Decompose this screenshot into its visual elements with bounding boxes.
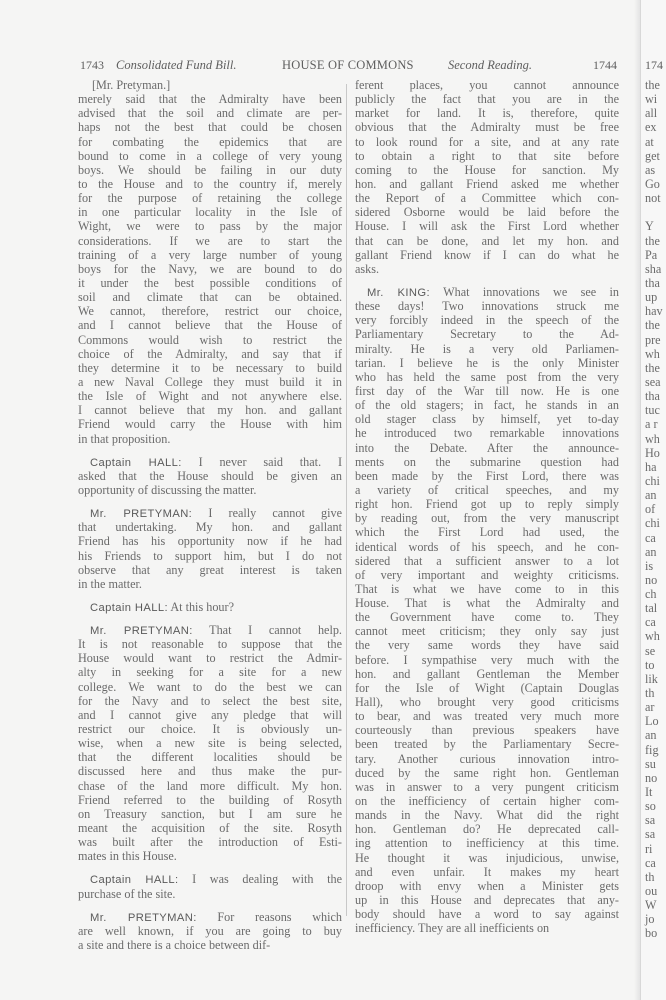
speech-text: I was dealing with the xyxy=(178,872,342,887)
text-line: to bear, and was treated very much more xyxy=(355,709,619,724)
speaker-name: Mr. PRETYMAN: xyxy=(90,625,193,638)
paragraph-gap xyxy=(355,276,619,285)
adjacent-text-fragment: It xyxy=(645,785,653,800)
page-number-left: 1743 xyxy=(80,58,104,72)
text-line: obvious that the Admiralty must be free xyxy=(355,120,619,135)
text-line: opportunity of discussing the matter. xyxy=(78,482,257,497)
text-line: duced by the same right hon. Gentleman xyxy=(355,765,619,780)
text-line: he introduced two remarkable innovations xyxy=(355,426,619,441)
paragraph-gap xyxy=(78,901,342,910)
text-line: by reading out, from the very manuscript xyxy=(355,511,619,526)
adjacent-text-fragment: tuc xyxy=(645,403,660,418)
speech-paragraph xyxy=(78,910,342,952)
text-line: into the Debate. After the announce- xyxy=(355,440,619,455)
text-line xyxy=(78,872,342,886)
text-line xyxy=(78,506,342,520)
text-line: the Government have come to. They xyxy=(355,610,619,625)
text-line: ing attention to inefficiency at this time. xyxy=(355,836,619,851)
text-line: body should have a word to say against xyxy=(355,907,619,922)
text-line: inefficiency. They are all inefficients on xyxy=(355,921,550,936)
speech-paragraph xyxy=(78,872,342,900)
text-line: publicly the fact that you are in the xyxy=(355,92,619,107)
page-header xyxy=(80,58,617,76)
text-line: asked that the House should be given an xyxy=(78,468,342,483)
text-line: hon. and gallant Gentleman the Member xyxy=(355,666,619,681)
adjacent-text-fragment: th xyxy=(645,869,655,884)
text-line: restrict our choice. It is obviously un- xyxy=(78,722,342,737)
adjacent-text-fragment: ha xyxy=(645,459,657,474)
text-line: Friend referred to the building of Rosyth xyxy=(78,792,342,807)
speech-text: I really cannot give xyxy=(192,506,342,521)
adjacent-text-fragment: so xyxy=(645,799,656,814)
text-line: He thought it was injudicious, unwise, xyxy=(355,850,619,865)
house-heading: HOUSE OF COMMONS xyxy=(282,58,414,72)
speech-text: What innovations we see in xyxy=(430,284,619,299)
speaker-name: Captain HALL: xyxy=(90,601,168,614)
speech-text: That I cannot help. xyxy=(192,623,342,638)
adjacent-text-fragment xyxy=(645,205,663,219)
text-line: boys for the Navy, we are bound to do xyxy=(78,261,342,276)
adjacent-text-fragment: is xyxy=(645,558,654,573)
adjacent-text-fragment: se xyxy=(645,643,656,658)
text-line: That is what we have come to in this xyxy=(355,581,619,596)
speech-paragraph xyxy=(78,600,342,614)
adjacent-text-fragment: a r xyxy=(645,417,658,432)
text-line: which the First Lord had used, the xyxy=(355,525,619,540)
adjacent-text-fragment: pre xyxy=(645,332,661,347)
paragraph-gap xyxy=(78,591,342,600)
speaker-name: Mr. KING: xyxy=(367,286,430,299)
adjacent-text-fragment: all xyxy=(645,106,658,121)
adjacent-text-fragment: no xyxy=(645,770,658,785)
adjacent-text-fragment: jo xyxy=(645,912,655,927)
text-line: and even unfair. It makes my heart xyxy=(355,864,619,879)
adjacent-text-fragment: the xyxy=(645,233,660,248)
text-line: tary. Another curious innovation intro- xyxy=(355,751,619,766)
text-line: cannot meet criticism; they only say just xyxy=(355,624,619,639)
adjacent-text-fragment: the xyxy=(645,360,660,375)
adjacent-text-fragment: an xyxy=(645,728,657,743)
text-line: for the Navy and to select the best site, xyxy=(78,693,342,708)
text-line: in the matter. xyxy=(78,576,142,591)
text-line: advised that the soil and climate are per- xyxy=(78,106,342,121)
text-line: House would want to restrict the Admir- xyxy=(78,651,342,666)
adjacent-text-fragment: at xyxy=(645,134,654,149)
adjacent-text-fragment: no xyxy=(645,572,658,587)
text-line: identical words of his speech, and he con- xyxy=(355,539,619,554)
adjacent-text-fragment: Pa xyxy=(645,247,658,262)
adjacent-page-edge xyxy=(640,0,666,1000)
adjacent-text-fragment: ou xyxy=(645,884,658,899)
text-line: to obtain a right to that site before xyxy=(355,148,619,163)
text-line: Parliamentary Secretary to the Ad- xyxy=(355,327,619,342)
adjacent-text-fragment: wi xyxy=(645,92,658,107)
text-line: discussed here and thus make the pur- xyxy=(78,764,342,779)
text-line: that undertaking. My hon. and gallant xyxy=(78,520,342,535)
text-line: wise, when a new site is being selected, xyxy=(78,736,342,751)
speech-text: I never said that. I xyxy=(181,454,343,469)
page-number-right: 1744 xyxy=(593,58,617,72)
text-line: before. I sympathise very much with the xyxy=(355,652,619,667)
text-line: training of a very large number of young xyxy=(78,247,342,262)
text-line: old stager class by himself, yet to-day xyxy=(355,412,619,427)
text-line: on the inefficiency of certain higher com- xyxy=(355,794,619,809)
text-line: merely said that the Admiralty have been xyxy=(78,92,342,107)
speech-text: At this hour? xyxy=(167,599,234,614)
continued-paragraph xyxy=(78,92,342,446)
text-line: a site and there is a choice between dif- xyxy=(78,938,271,953)
text-line xyxy=(78,623,342,637)
text-line: been made by the First Lord, there was xyxy=(355,468,619,483)
text-line: hon. and gallant Friend asked me whether xyxy=(355,176,619,191)
adjacent-text-fragment: Ho xyxy=(645,445,660,460)
text-line: It is not reasonable to suppose that the xyxy=(78,637,342,652)
adjacent-text-fragment: chi xyxy=(645,473,660,488)
adjacent-text-fragment: lik xyxy=(645,671,658,686)
text-line: I cannot believe that my hon. and gallant xyxy=(78,403,342,418)
continued-paragraph xyxy=(355,78,619,276)
adjacent-text-fragment: not xyxy=(645,191,661,206)
adjacent-text-fragment: Lo xyxy=(645,714,659,729)
text-line: on Treasury sanction, but I am sure he xyxy=(78,806,342,821)
adjacent-text-fragment: to xyxy=(645,657,655,672)
text-line: House. I will ask the First Lord whether xyxy=(355,219,619,234)
text-line: haps not the best that could be chosen xyxy=(78,120,342,135)
text-line: to look round for a site, and at any rate xyxy=(355,134,619,149)
adjacent-text-fragment: Y xyxy=(645,219,654,234)
text-line: his Friends to support him, but I do not xyxy=(78,548,342,563)
left-column xyxy=(78,78,342,952)
adjacent-text-fragment: sea xyxy=(645,374,661,389)
paragraph-gap xyxy=(78,614,342,623)
text-line: House. That is what the Admiralty and xyxy=(355,596,619,611)
text-line: boys. We should be failing in our duty xyxy=(78,162,342,177)
adjacent-page-number: 174 xyxy=(645,58,663,72)
adjacent-text-fragment: th xyxy=(645,686,655,701)
paragraph-gap xyxy=(78,863,342,872)
text-line: ferent places, you cannot announce xyxy=(355,78,619,92)
text-line: the Report of a Committee which con- xyxy=(355,191,619,206)
text-line: was built after the introduction of Esti- xyxy=(78,835,342,850)
text-line: droop with envy when a Minister gets xyxy=(355,878,619,893)
text-line: up in this House and deprecates that any- xyxy=(355,893,619,908)
speaker-name: Captain HALL: xyxy=(90,874,179,887)
adjacent-text-fragment: W xyxy=(645,898,657,913)
adjacent-text-fragment: an xyxy=(645,544,657,559)
text-line: of the old stagers; in fact, he stands in an xyxy=(355,398,619,413)
adjacent-text-fragment: su xyxy=(645,756,656,771)
text-line: Hall), who brought very good criticisms xyxy=(355,695,619,710)
paragraph-gap xyxy=(78,497,342,506)
text-line: Friend would carry the House with him xyxy=(78,417,342,432)
text-line: college. We want to do the best we can xyxy=(78,679,342,694)
text-line: purchase of the site. xyxy=(78,886,176,901)
text-line: choice of the Admiralty, and say that if xyxy=(78,346,342,361)
continuation-label: [Mr. Pretyman.] xyxy=(92,78,171,92)
speech-paragraph xyxy=(78,623,342,863)
text-line: considerations. If we are to start the xyxy=(78,233,342,248)
speech-paragraph xyxy=(355,285,619,935)
text-line: that the different localities should be xyxy=(78,750,342,765)
text-line: Commons would wish to restrict the xyxy=(78,332,342,347)
text-line xyxy=(78,600,342,614)
text-line: mands in the Navy. What did the right xyxy=(355,808,619,823)
text-line: been treated by the Parliamentary Secre- xyxy=(355,737,619,752)
text-line: in one particular locality in the Isle of xyxy=(78,205,342,220)
text-line: who has held the same post from the very xyxy=(355,369,619,384)
text-line xyxy=(78,910,342,924)
adjacent-text-fragment: tal xyxy=(645,601,658,616)
adjacent-text-fragment: ex xyxy=(645,120,657,135)
text-line: coming to the House for sanction. My xyxy=(355,162,619,177)
text-line: it under the best possible conditions of xyxy=(78,275,342,290)
text-line: the Isle of Wight and not anywhere else. xyxy=(78,389,342,404)
adjacent-text-fragment: an xyxy=(645,488,657,503)
text-line: right hon. Friend got up to reply simply xyxy=(355,497,619,512)
adjacent-text-fragment: tha xyxy=(645,275,660,290)
adjacent-text-fragment: wh xyxy=(645,346,660,361)
paragraph-gap xyxy=(78,446,342,455)
text-line: for the purpose of retaining the college xyxy=(78,191,342,206)
text-line: first day of the War till now. He is one xyxy=(355,383,619,398)
text-line: sidered that a sufficient answer to a lot xyxy=(355,553,619,568)
text-line: soil and climate that can be obtained. xyxy=(78,290,342,305)
adjacent-text-fragment: bo xyxy=(645,926,658,941)
text-line: asks. xyxy=(355,261,380,276)
speaker-name: Mr. PRETYMAN: xyxy=(90,508,193,521)
text-line: mates in this House. xyxy=(78,849,177,864)
text-line: Friend has his opportunity now if he had xyxy=(78,534,342,549)
text-line: to the House and to the country if, merely xyxy=(78,176,342,191)
adjacent-text-fragment: ca xyxy=(645,615,656,630)
text-line: market for land. It is, therefore, quite xyxy=(355,106,619,121)
text-line: sidered Osborne would be laid before the xyxy=(355,205,619,220)
text-line: ments on the submarine question had xyxy=(355,454,619,469)
text-line: gallant Friend know if I can do what he xyxy=(355,247,619,262)
text-line: observe that any great interest is taken xyxy=(78,562,342,577)
text-line: bound to come in a college of very young xyxy=(78,148,342,163)
running-title-right: Second Reading. xyxy=(448,58,533,72)
adjacent-text-fragment: of xyxy=(645,502,656,517)
text-line: in that proposition. xyxy=(78,431,171,446)
text-line: hon. Gentleman do? He deprecated call- xyxy=(355,822,619,837)
adjacent-text-fragment: get xyxy=(645,148,660,163)
text-line: they determine it to be necessary to build xyxy=(78,360,342,375)
column-divider xyxy=(346,84,347,916)
text-line: miralty. He is a very old Parliamen- xyxy=(355,341,619,356)
right-column xyxy=(355,78,619,935)
text-line: for the Isle of Wight (Captain Douglas xyxy=(355,680,619,695)
adjacent-text-fragment: wh xyxy=(645,629,660,644)
text-line: are well known, if you are going to buy xyxy=(78,923,342,938)
speech-text: For reasons which xyxy=(196,909,342,924)
adjacent-text-fragment: sa xyxy=(645,813,656,828)
adjacent-text-fragment: as xyxy=(645,162,656,177)
adjacent-text-fragment: ri xyxy=(645,841,653,856)
adjacent-text-fragment: chi xyxy=(645,516,660,531)
speaker-name: Captain HALL: xyxy=(90,456,182,469)
adjacent-page-text xyxy=(645,78,663,941)
speech-paragraph xyxy=(78,506,342,591)
text-line: courteously than previous speakers have xyxy=(355,723,619,738)
text-line: chase of the land more difficult. My hon. xyxy=(78,778,342,793)
speaker-name: Mr. PRETYMAN: xyxy=(90,911,197,924)
text-line: and I cannot give any pledge that will xyxy=(78,707,342,722)
text-line: alty in seeking for a site for a new xyxy=(78,665,342,680)
text-line: a new Naval College they must build it in xyxy=(78,374,342,389)
text-line: tarian. I believe he is the only Minister xyxy=(355,355,619,370)
text-line: We cannot, therefore, restrict our choice, xyxy=(78,304,342,319)
text-line xyxy=(78,455,342,469)
adjacent-text-fragment: ch xyxy=(645,587,657,602)
text-line: and I cannot believe that the House of xyxy=(78,318,342,333)
adjacent-text-fragment: ca xyxy=(645,855,656,870)
adjacent-text-fragment: up xyxy=(645,290,658,305)
text-line: was in answer to a very pungent criticism xyxy=(355,779,619,794)
text-line xyxy=(355,285,619,299)
adjacent-text-fragment: Go xyxy=(645,176,660,191)
adjacent-text-fragment: wh xyxy=(645,431,660,446)
text-line: that can be done, and let my hon. and xyxy=(355,233,619,248)
text-line: of very important and weighty criticisms. xyxy=(355,567,619,582)
adjacent-text-fragment: hav xyxy=(645,304,663,319)
adjacent-text-fragment: tha xyxy=(645,389,660,404)
adjacent-text-fragment: the xyxy=(645,318,660,333)
adjacent-text-fragment: ca xyxy=(645,530,656,545)
adjacent-text-fragment: sha xyxy=(645,261,662,276)
text-line: for combating the epidemics that are xyxy=(78,134,342,149)
text-line: these days! Two innovations struck me xyxy=(355,299,619,314)
text-line: the very same words they have said xyxy=(355,638,619,653)
adjacent-text-fragment: ar xyxy=(645,700,655,715)
adjacent-text-fragment: the xyxy=(645,78,660,92)
adjacent-text-fragment: fig xyxy=(645,742,659,757)
text-line: a variety of critical speeches, and my xyxy=(355,482,619,497)
text-line: Wight, we were to pass by the major xyxy=(78,219,342,234)
adjacent-text-fragment: sa xyxy=(645,827,656,842)
text-line: meant the acquisition of the site. Rosyth xyxy=(78,821,342,836)
text-line: very forcibly indeed in the speech of the xyxy=(355,313,619,328)
speech-paragraph xyxy=(78,455,342,497)
running-title-left: Consolidated Fund Bill. xyxy=(116,58,237,72)
